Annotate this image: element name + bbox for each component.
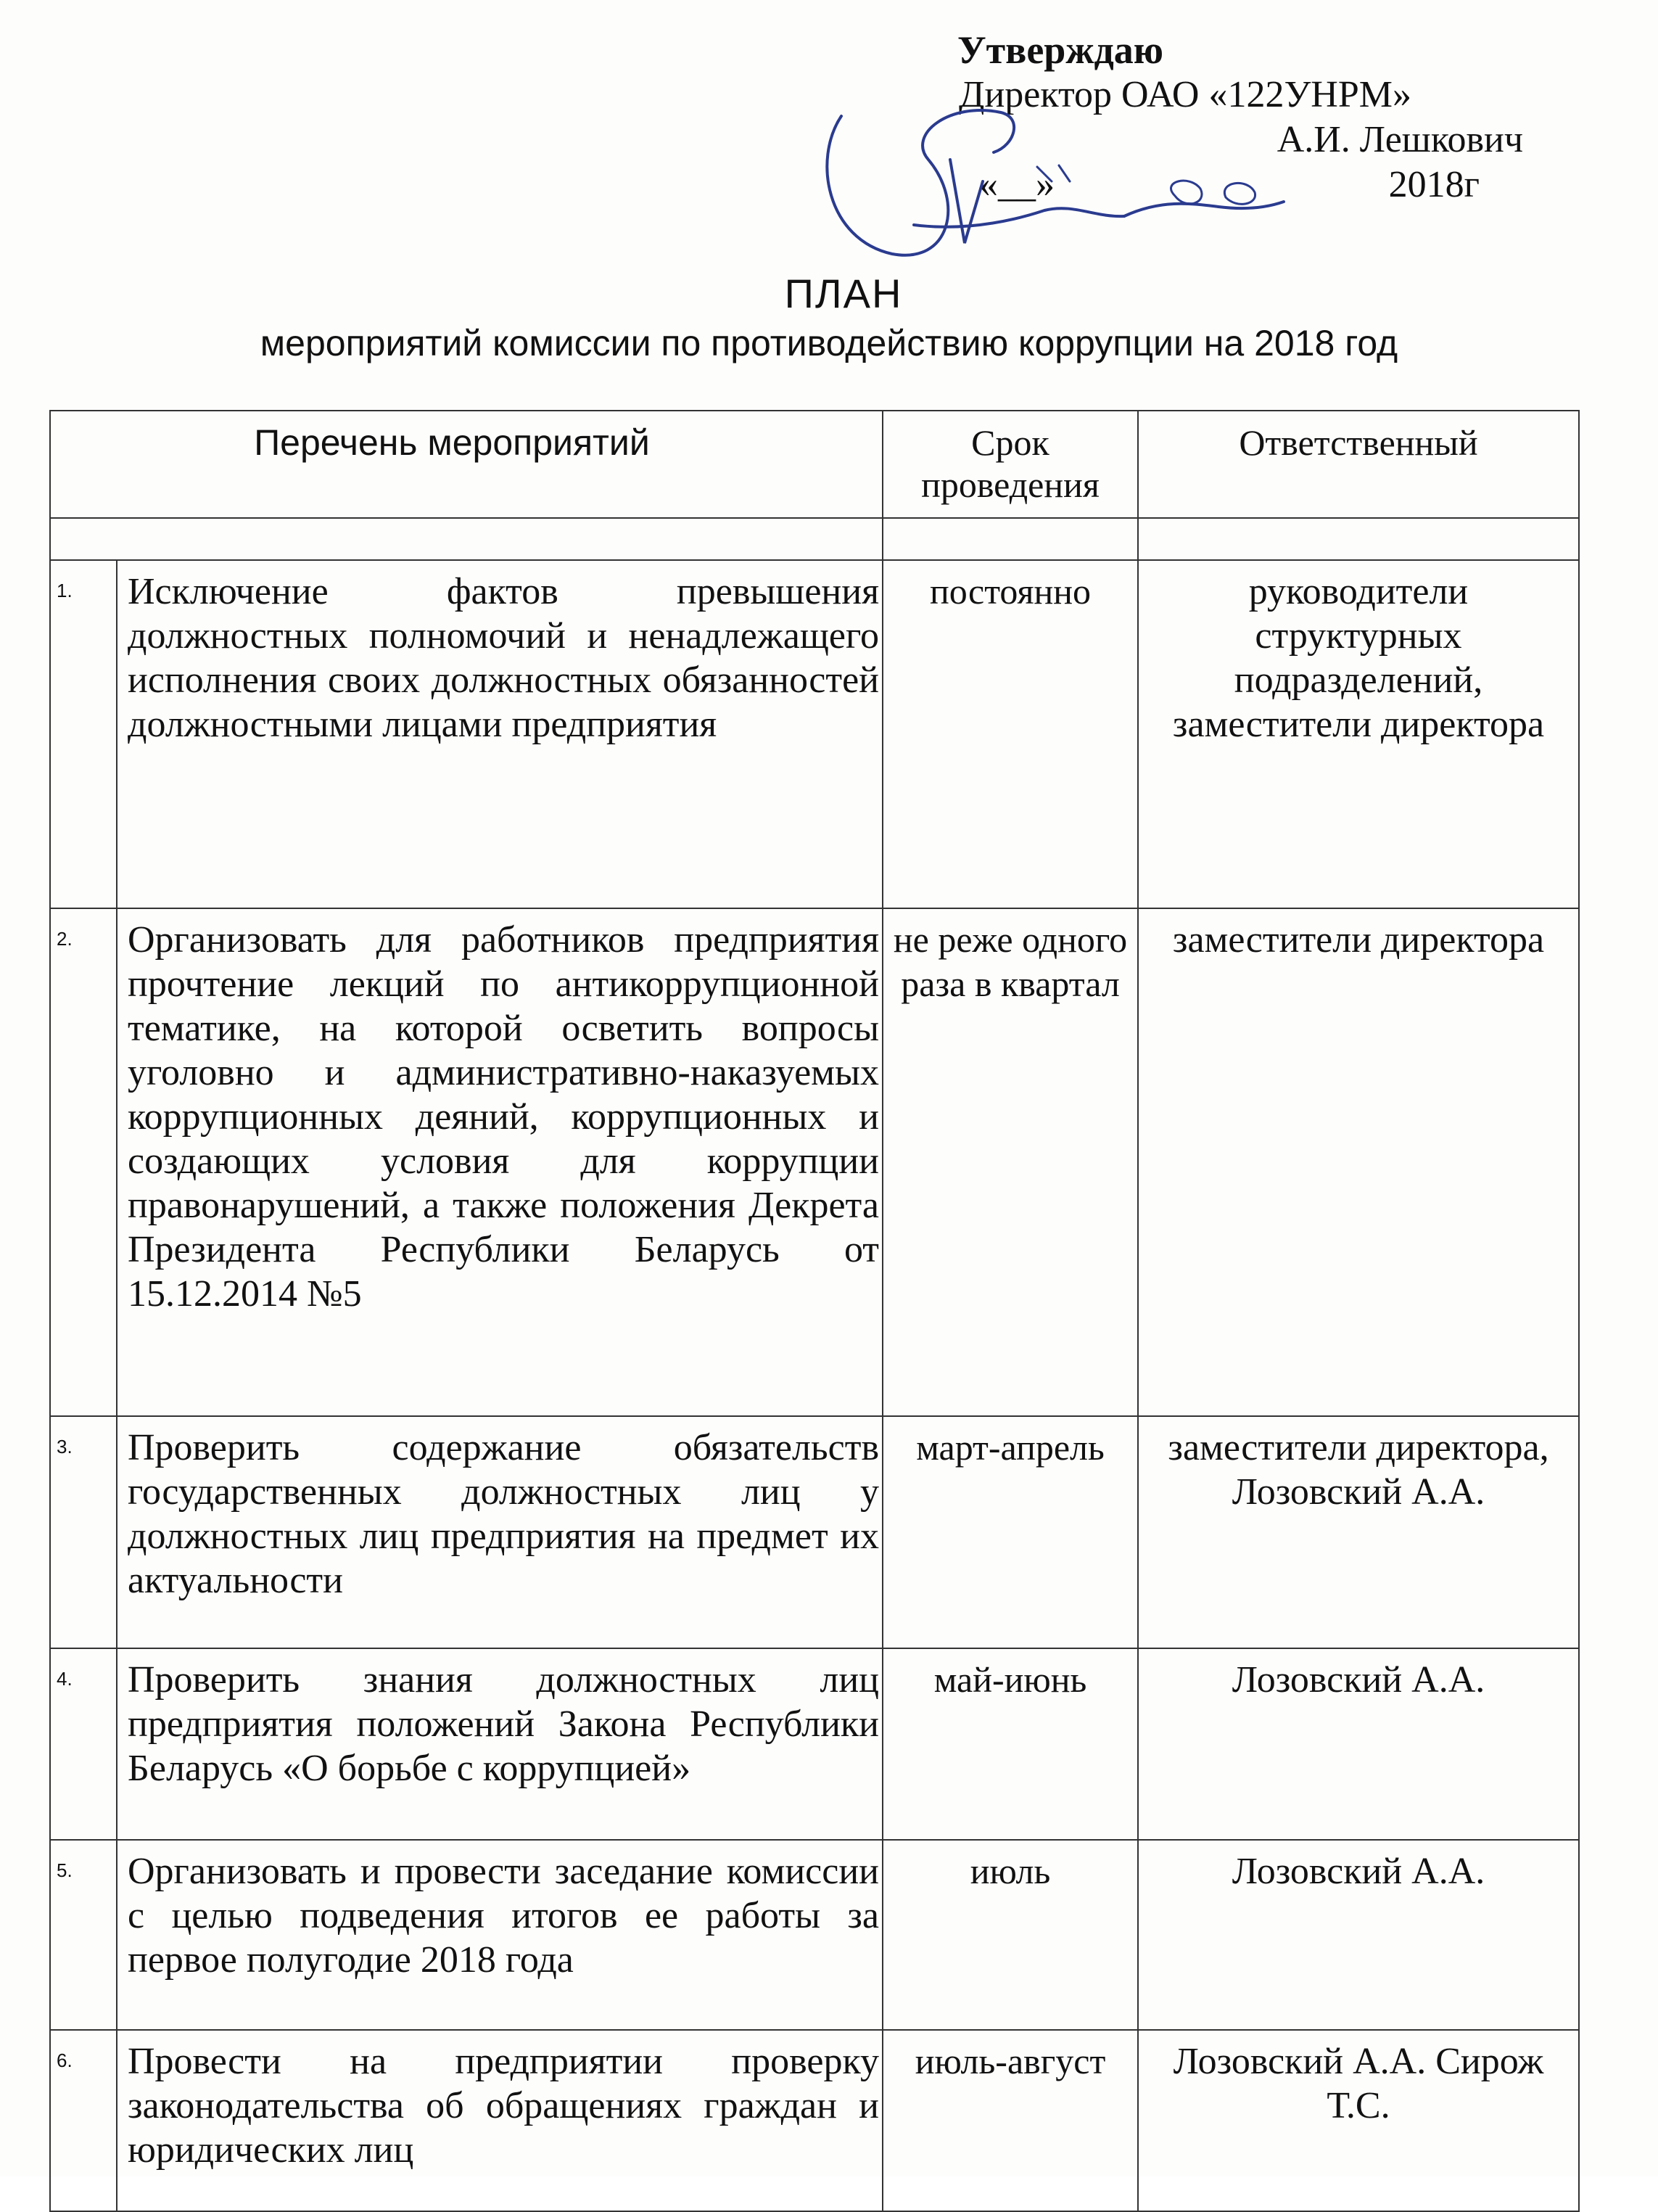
table-spacer-row (50, 518, 1579, 560)
approval-heading: Утверждаю (957, 28, 1164, 72)
table-row (50, 1416, 1579, 1648)
row-item: Исключение фактов превышения должностных полномочий и ненадлежащего исполнения своих должностных обязанностей должностными лицами предприятия (117, 560, 883, 908)
header-term: Срок проведения (883, 411, 1138, 518)
table-header-row (50, 411, 1579, 518)
approval-date-day: «__» (979, 164, 1055, 205)
row-item: Провести на предприятии проверку законодательства об обращениях граждан и юридических лиц (117, 2030, 883, 2211)
row-responsible: заместители директора, Лозовский А.А. (1138, 1416, 1579, 1648)
row-item: Организовать для работников предприятия прочтение лекций по антикоррупционной тематике, на которой осветить вопросы уголовно и административно-наказуемых коррупционных деяний, коррупционных и создающих условия для коррупции правонарушений, а также положения Декрета Президента Республики Беларусь от 15.12.2014 №5 (117, 908, 883, 1416)
table-row (50, 2030, 1579, 2211)
row-term: июль (883, 1840, 1138, 2030)
approval-name: А.И. Лешкович (1277, 119, 1523, 160)
row-responsible: руководители структурных подразделений, заместители директора (1138, 560, 1579, 908)
document-title: ПЛАН (784, 271, 903, 316)
row-number: 4. (50, 1648, 117, 1840)
approval-position: Директор ОАО «122УНРМ» (959, 74, 1411, 115)
row-term: июль-август (883, 2030, 1138, 2211)
row-number: 2. (50, 908, 117, 1416)
header-responsible: Ответственный (1138, 411, 1579, 518)
row-term: не реже одного раза в квартал (883, 908, 1138, 1416)
approval-date-year: 2018г (1388, 164, 1480, 205)
table-row (50, 1648, 1579, 1840)
row-term: май-июнь (883, 1648, 1138, 1840)
table-row (50, 908, 1579, 1416)
row-item: Организовать и провести заседание комиссии с целью подведения итогов ее работы за первое полугодие 2018 года (117, 1840, 883, 2030)
plan-table (49, 410, 1580, 2212)
row-term: постоянно (883, 560, 1138, 908)
row-responsible: заместители директора (1138, 908, 1579, 1416)
table-row (50, 1840, 1579, 2030)
approval-date (957, 163, 1523, 207)
row-responsible: Лозовский А.А. (1138, 1648, 1579, 1840)
approval-block (957, 28, 1523, 207)
row-number: 5. (50, 1840, 117, 2030)
document-title-block (0, 268, 1658, 367)
row-responsible: Лозовский А.А. (1138, 1840, 1579, 2030)
header-item: Перечень мероприятий (50, 411, 883, 518)
document-subtitle: мероприятий комиссии по противодействию коррупции на 2018 год (260, 323, 1398, 363)
spacer-cell (50, 518, 883, 560)
row-number: 6. (50, 2030, 117, 2211)
row-responsible: Лозовский А.А. Сирож Т.С. (1138, 2030, 1579, 2211)
row-item: Проверить содержание обязательств государственных должностных лиц у должностных лиц предприятия на предмет их актуальности (117, 1416, 883, 1648)
table-row (50, 560, 1579, 908)
spacer-cell (883, 518, 1138, 560)
row-number: 1. (50, 560, 117, 908)
row-term: март-апрель (883, 1416, 1138, 1648)
row-item: Проверить знания должностных лиц предприятия положений Закона Республики Беларусь «О борьбе с коррупцией» (117, 1648, 883, 1840)
spacer-cell (1138, 518, 1579, 560)
row-number: 3. (50, 1416, 117, 1648)
